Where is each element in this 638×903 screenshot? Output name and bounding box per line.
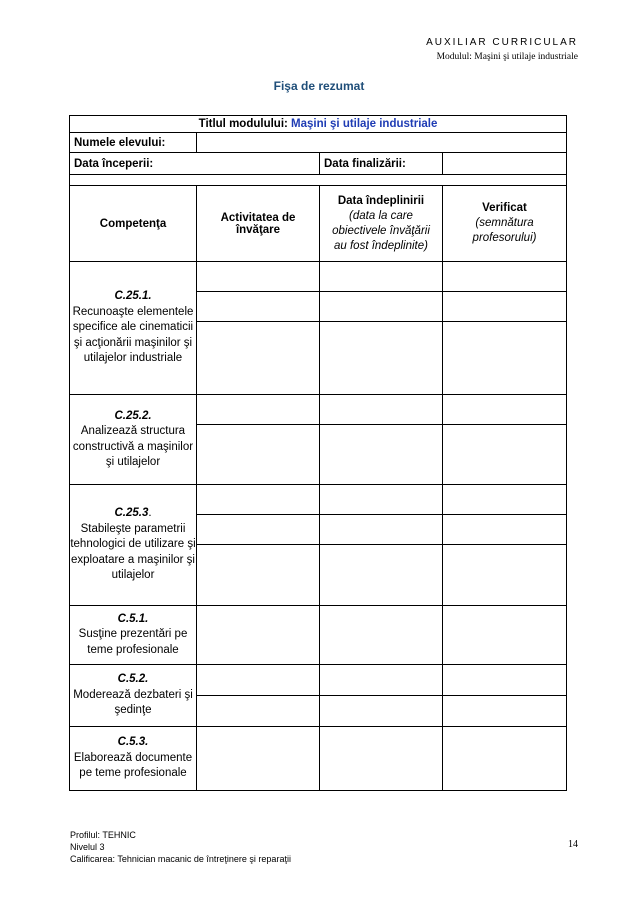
signature-cell[interactable] [443,292,567,322]
date-cell[interactable] [320,425,443,485]
competence-code: C.25.2. [114,409,152,422]
competence-text: Recunoaşte elementele specifice ale cinematicii şi acţionării maşinilor şi utilajelor industriale [72,305,194,365]
activity-cell[interactable] [197,727,320,791]
signature-cell[interactable] [443,727,567,791]
module-title-value: Maşini şi utilaje industriale [291,118,438,130]
competence-code-line [70,506,196,521]
start-date-label: Data începerii: [70,153,320,175]
signature-cell[interactable] [443,485,567,515]
header-verificat-note: (semnătura profesorului) [472,217,537,244]
page-number: 14 [568,839,578,850]
module-title-row [70,116,567,133]
date-cell[interactable] [320,696,443,727]
date-cell[interactable] [320,322,443,395]
signature-cell[interactable] [443,425,567,485]
summary-table [69,115,567,791]
date-cell[interactable] [320,292,443,322]
activity-cell[interactable] [197,665,320,696]
header-data-title: Data îndeplinirii [337,194,425,207]
date-cell[interactable] [320,606,443,665]
student-name-cell[interactable] [197,133,567,153]
signature-cell[interactable] [443,606,567,665]
competence-code: C.5.2. [117,673,149,686]
student-name-label: Numele elevului: [70,133,197,153]
competence-c25-3 [70,485,197,606]
signature-cell[interactable] [443,515,567,545]
header-verificat [443,186,567,262]
competence-c25-1 [70,262,197,395]
activity-cell[interactable] [197,262,320,292]
date-cell[interactable] [320,727,443,791]
competence-c5-2 [70,665,197,727]
activity-cell[interactable] [197,395,320,425]
competence-text: Elaborează documente pe teme profesionale [73,751,193,780]
signature-cell[interactable] [443,322,567,395]
signature-cell[interactable] [443,665,567,696]
activity-cell[interactable] [197,292,320,322]
signature-cell[interactable] [443,696,567,727]
footer-qualification: Calificarea: Tehnician macanic de întreţinere şi reparaţii [70,854,291,864]
competence-code: C.25.1. [114,290,152,303]
activity-cell[interactable] [197,322,320,395]
header-competenta: Competenţa [70,186,197,262]
spacer-row [70,175,567,186]
date-cell[interactable] [320,515,443,545]
competence-code: C.25.3 [114,507,149,520]
document-title: Fişa de rezumat [273,79,365,93]
date-cell[interactable] [320,665,443,696]
footer-profile: Profilul: TEHNIC [70,830,136,840]
activity-cell[interactable] [197,606,320,665]
date-cell[interactable] [320,262,443,292]
competence-text: Moderează dezbateri şi şedinţe [73,688,193,717]
header-data-note: (data la care obiectivele învăţării au fost îndeplinite) [332,209,430,252]
competence-text: Stabileşte parametrii tehnologici de utilizare şi exploatare a maşinilor şi utilajelor [70,522,196,582]
competence-text: Susţine prezentări pe teme profesionale [78,628,188,656]
competence-c25-2 [70,395,197,485]
signature-cell[interactable] [443,545,567,606]
end-date-cell[interactable] [443,153,567,175]
header-activitatea: Activitatea de învăţare [197,186,320,262]
date-cell[interactable] [320,485,443,515]
end-date-label: Data finalizării: [320,153,443,175]
footer-level: Nivelul 3 [70,842,105,852]
competence-code-suffix: . [148,507,152,520]
signature-cell[interactable] [443,262,567,292]
activity-cell[interactable] [197,515,320,545]
header-series-title: AUXILIAR CURRICULAR [426,37,578,48]
header-module-title: Modulul: Maşini şi utilaje industriale [436,52,578,62]
activity-cell[interactable] [197,696,320,727]
competence-code: C.5.1. [117,612,149,625]
date-cell[interactable] [320,545,443,606]
competence-text: Analizează structura constructivă a maşinilor şi utilajelor [72,425,194,468]
header-data-indeplinirii [320,186,443,262]
activity-cell[interactable] [197,485,320,515]
activity-cell[interactable] [197,425,320,485]
footer-info [70,829,291,865]
competence-c5-1 [70,606,197,665]
activity-cell[interactable] [197,545,320,606]
header-verificat-title: Verificat [482,202,527,214]
signature-cell[interactable] [443,395,567,425]
competence-code: C.5.3. [117,736,149,749]
competence-c5-3 [70,727,197,791]
date-cell[interactable] [320,395,443,425]
module-title-label: Titlul modulului: [198,118,292,130]
